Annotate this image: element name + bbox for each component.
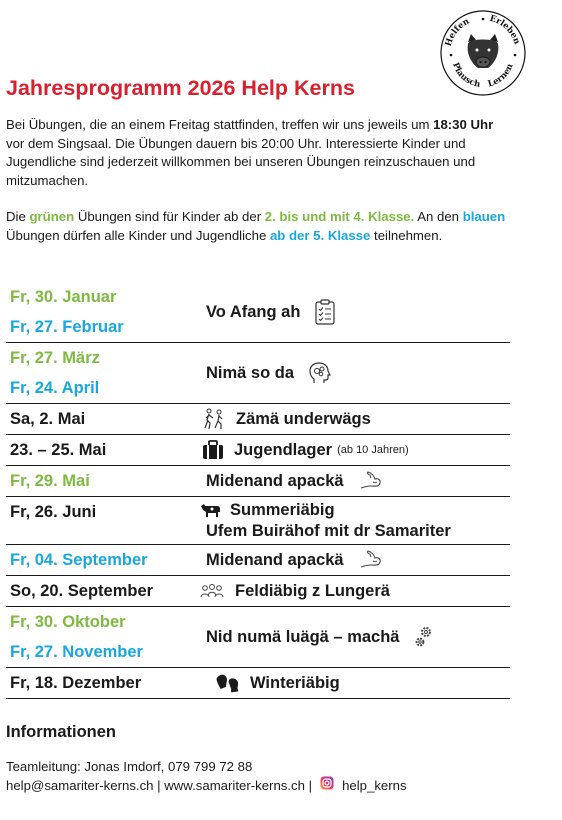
schedule-dates — [6, 282, 196, 342]
intro-text — [6, 116, 506, 245]
schedule-event — [196, 404, 510, 434]
event-date: Fr, 30. Oktober — [10, 613, 126, 631]
schedule-event — [196, 545, 510, 575]
schedule-row — [6, 343, 510, 404]
schedule-dates — [6, 404, 196, 434]
schedule-dates — [6, 466, 196, 496]
green-range: 2. bis und mit 4. Klasse. — [264, 209, 415, 224]
schedule-row — [6, 435, 510, 466]
logo-ring-text-plausch: Plausch — [450, 61, 482, 90]
meeting-time: 18:30 Uhr — [433, 117, 494, 132]
event-date: Fr, 18. Dezember — [10, 674, 142, 692]
logo-ring-text-erleben: Erleben — [488, 13, 522, 46]
event-title: Vo Afang ah — [206, 302, 301, 321]
event-title: Summeriäbig — [230, 500, 335, 519]
instagram-handle[interactable]: help_kerns — [342, 777, 407, 793]
club-logo — [438, 8, 528, 98]
schedule-dates — [6, 545, 196, 575]
event-date: Fr, 29. Mai — [10, 472, 90, 490]
event-date: Fr, 26. Juni — [10, 503, 97, 521]
event-title: Nimä so da — [206, 363, 295, 382]
mittens-icon — [216, 673, 242, 693]
schedule-row — [6, 668, 510, 699]
schedule-event — [196, 607, 510, 667]
intro-paragraph-schedule: Bei Übungen, die an einem Freitag stattfinden, treffen wir uns jeweils um 18:30 Uhr vor dem Singsaal. Die Übungen dauern bis 20:00 Uhr. Interessierte Kinder und Jugendliche sind jederzeit willkommen bei unseren Übungen reinzuschauen und mitzumachen. — [6, 117, 494, 188]
hiking-icon — [202, 408, 226, 430]
event-date: Fr, 27. Februar — [10, 318, 124, 336]
flexed-arm-icon — [358, 470, 382, 492]
schedule-dates — [6, 497, 196, 544]
clipboard-checklist-icon — [314, 299, 336, 325]
gears-icon — [413, 625, 435, 649]
page-title: Jahresprogramm 2026 Help Kerns — [6, 76, 355, 100]
intro-paragraph-colors: Die grünen Übungen sind für Kinder ab der 2. bis und mit 4. Klasse. An den blauen Übungen dürfen alle Kinder und Jugendliche ab der 5. Klasse teilnehmen. — [6, 209, 506, 243]
instagram-icon[interactable] — [320, 776, 334, 795]
blue-label: blauen — [462, 209, 506, 224]
schedule-dates — [6, 435, 196, 465]
schedule-event — [196, 497, 510, 544]
info-block — [6, 758, 407, 795]
schedule-dates — [6, 668, 196, 698]
event-title: Nid numä luägä – machä — [206, 627, 400, 646]
green-label: grünen — [29, 209, 75, 224]
event-date: So, 20. September — [10, 582, 154, 600]
schedule-dates — [6, 343, 196, 403]
team-leader: Teamleitung: Jonas Imdorf, 079 799 72 88 — [6, 759, 253, 774]
contact-line — [6, 776, 407, 795]
schedule-row — [6, 282, 510, 343]
event-title: Winteriäbig — [250, 673, 340, 692]
event-date: Sa, 2. Mai — [10, 410, 86, 428]
event-note: (ab 10 Jahren) — [337, 444, 409, 456]
event-title: Midenand apackä — [206, 471, 344, 490]
event-title: Jugendlager — [234, 440, 333, 459]
logo-ring-text-lernen: Lernen — [486, 62, 516, 90]
schedule-row — [6, 545, 510, 576]
schedule-row — [6, 497, 510, 545]
event-date: Fr, 04. September — [10, 551, 148, 569]
info-heading: Informationen — [6, 723, 116, 741]
schedule-event — [196, 282, 510, 342]
cow-icon — [200, 502, 222, 518]
contact-links[interactable]: help@samariter-kerns.ch | www.samariter-kerns.ch | — [6, 777, 313, 793]
event-subtitle: Ufem Buirähof mit dr Samariter — [206, 521, 451, 540]
schedule-dates — [6, 607, 196, 667]
event-date: Fr, 30. Januar — [10, 288, 117, 306]
logo-ring-text-helfen: Helfen — [443, 16, 472, 48]
event-title: Zämä underwägs — [236, 409, 371, 428]
event-date: 23. – 25. Mai — [10, 441, 107, 459]
flexed-arm-icon — [358, 549, 382, 571]
event-date: Fr, 27. November — [10, 643, 143, 661]
event-title: Feldiäbig z Lungerä — [235, 581, 390, 600]
schedule-row — [6, 576, 510, 607]
blue-range: ab der 5. Klasse — [269, 227, 371, 243]
event-title: Midenand apackä — [206, 550, 344, 569]
schedule-event — [196, 668, 510, 698]
head-gears-icon — [308, 361, 332, 385]
schedule-row — [6, 607, 510, 668]
schedule-event — [196, 576, 510, 606]
schedule-table — [6, 282, 510, 699]
schedule-dates — [6, 576, 196, 606]
event-date: Fr, 27. März — [10, 349, 100, 367]
schedule-event — [196, 466, 510, 496]
schedule-event — [196, 435, 510, 465]
group-icon — [199, 583, 225, 599]
suitcase-icon — [202, 440, 224, 460]
schedule-row — [6, 404, 510, 435]
event-date: Fr, 24. April — [10, 379, 100, 397]
schedule-row — [6, 466, 510, 497]
schedule-event — [196, 343, 510, 403]
